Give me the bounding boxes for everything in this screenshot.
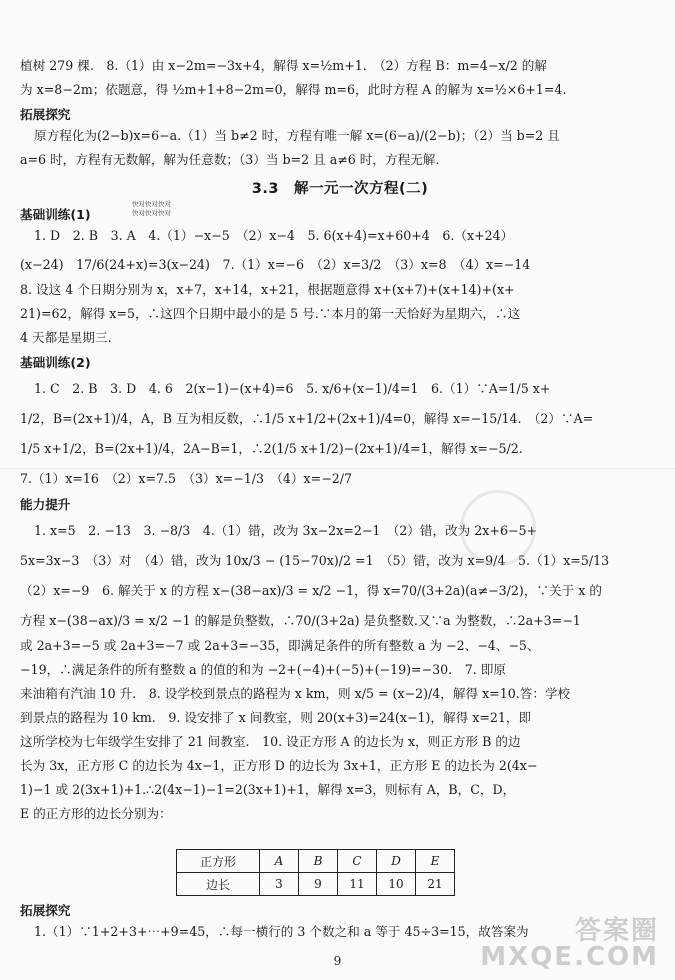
text-line: 方程 x−(38−ax)/3 = x/2 −1 的解是负整数，∴70/(3+2a) 是负整数.又∵a 为整数，∴2a+3=−1 [20,613,581,628]
stamp-text [132,200,171,218]
page-number: 9 [333,954,342,968]
text-line: 8. 设这 4 个日期分别为 x，x+7，x+14，x+21，根据题意得 x+(x+7)+(x+14)+(x+ [20,282,515,297]
text-line: 4 天都是星期三. [20,330,112,345]
text-line: 长为 3x，正方形 C 的边长为 4x−1，正方形 D 的边长为 3x+1，正方形 E 的边长为 2(4x− [20,758,538,773]
table-cell: B [299,850,338,873]
table-header-row [177,850,455,873]
text-line: 到景点的路程为 10 km. 9. 设安排了 x 间教室，则 20(x+3)=24(x−1)，解得 x=21，即 [20,710,532,725]
table-cell: D [377,850,416,873]
stamp-line: 快对快对快对 快对快对快对 [132,200,171,217]
section-heading: 能力提升 [20,497,71,512]
text-line: 来油箱有汽油 10 升. 8. 设学校到景点的路程为 x km，则 x/5 = (x−2)/4，解得 x=10.答：学校 [20,686,571,701]
text-line: 1.（1）∵1+2+3+⋯+9=45，∴每一横行的 3 个数之和 a 等于 45÷3=15，故答案为 [34,924,529,939]
answer-page [20,56,660,828]
table-cell: 11 [338,873,377,896]
section-heading: 基础训练(2) [20,355,91,370]
text-line: 21)=62，解得 x=5，∴这四个日期中最小的是 5 号.∵本月的第一天恰好为星期六，∴这 [20,306,521,321]
text-line: 这所学校为七年级学生安排了 21 间教室. 10. 设正方形 A 的边长为 x，则正方形 B 的边 [20,734,521,749]
text-line: 1/2，B=(2x+1)/4，A，B 互为相反数，∴1/5 x+1/2+(2x+1)/4=0，解得 x=−15/14. （2）∵A= [20,411,594,426]
text-line: 1)−1 或 2(3x+1)+1.∴2(4x−1)−1=2(3x+1)+1，解得 x=3，则标有 A，B，C，D， [20,782,516,797]
table-cell: 正方形 [177,850,260,873]
text-line: a=6 时，方程有无数解，解为任意数；（3）当 b=2 且 a≠6 时，方程无解. [20,152,440,167]
table-cell: A [260,850,299,873]
table-cell: C [338,850,377,873]
table-cell: 10 [377,873,416,896]
text-line: 植树 279 棵. 8.（1）由 x−2m=−3x+4，解得 x=½m+1. （2）方程 B：m=4−x/2 的解 [20,58,547,73]
watermark-text: 答案圈 MXQE.COM [480,916,659,972]
table-cell: 9 [299,873,338,896]
section-heading: 拓展探究 [20,107,71,122]
text-line: 7.（1）x=16 （2）x=7.5 （3）x=−1/3 （4）x=−2/7 [20,471,353,486]
text-line: （2）x=−9 6. 解关于 x 的方程 x−(38−ax)/3 = x/2 −1，得 x=70/(3+2a)(a≠−3/2)，∵关于 x 的 [20,583,602,598]
text-line: 5x=3x−3 （3）对 （4）错，改为 10x/3 − (15−70x)/2 =1 （5）错，改为 x=9/4 5.（1）x=5/13 [20,553,610,568]
table-cell: 21 [416,873,455,896]
square-side-table [176,849,455,896]
watermark-circle-icon [460,490,536,566]
page-crease [0,468,675,469]
table-cell: 边长 [177,873,260,896]
text-line: 1. C 2. B 3. D 4. 6 2(x−1)−(x+4)=6 5. x/6+(x−1)/4=1 6.（1）∵A=1/5 x+ [34,381,551,396]
table-cell: E [416,850,455,873]
table-row [177,873,455,896]
text-line: −19，∴满足条件的所有整数 a 的值的和为 −2+(−4)+(−5)+(−19)=−30. 7. 即原 [20,662,506,677]
text-line: 1. D 2. B 3. A 4.（1）−x−5 （2）x−4 5. 6(x+4)=x+60+4 6.（x+24） [34,228,514,243]
text-line: 或 2a+3=−5 或 2a+3=−7 或 2a+3=−35，即满足条件的所有整数 a 为 −2、−4、−5、 [20,638,540,653]
text-line: (x−24) 17/6(24+x)=3(x−24) 7.（1）x=−6 （2）x=3/2 （3）x=8 （4）x=−14 [20,257,531,272]
text-line: E 的正方形的边长分别为： [20,806,172,821]
section-heading: 拓展探究 [20,903,71,918]
section-heading: 基础训练(1) [20,207,91,222]
chapter-title: 3.3 解一元一次方程(二) [251,181,429,197]
text-line: 为 x=8−2m；依题意，得 ½m+1+8−2m=0，解得 m=6，此时方程 A 的解为 x=½×6+1=4. [20,82,567,97]
table-cell: 3 [260,873,299,896]
text-line: 1. x=5 2. −13 3. −8/3 4.（1）错，改为 3x−2x=2−1 （2）错，改为 2x+6−5+ [34,523,538,538]
text-line: 1/5 x+1/2，B=(2x+1)/4，2A−B=1，∴2(1/5 x+1/2)−(2x+1)/4=1，解得 x=−5/2. [20,441,523,456]
text-line: 原方程化为(2−b)x=6−a.（1）当 b≠2 时，方程有唯一解 x=(6−a)/(2−b)；（2）当 b=2 且 [34,128,560,143]
